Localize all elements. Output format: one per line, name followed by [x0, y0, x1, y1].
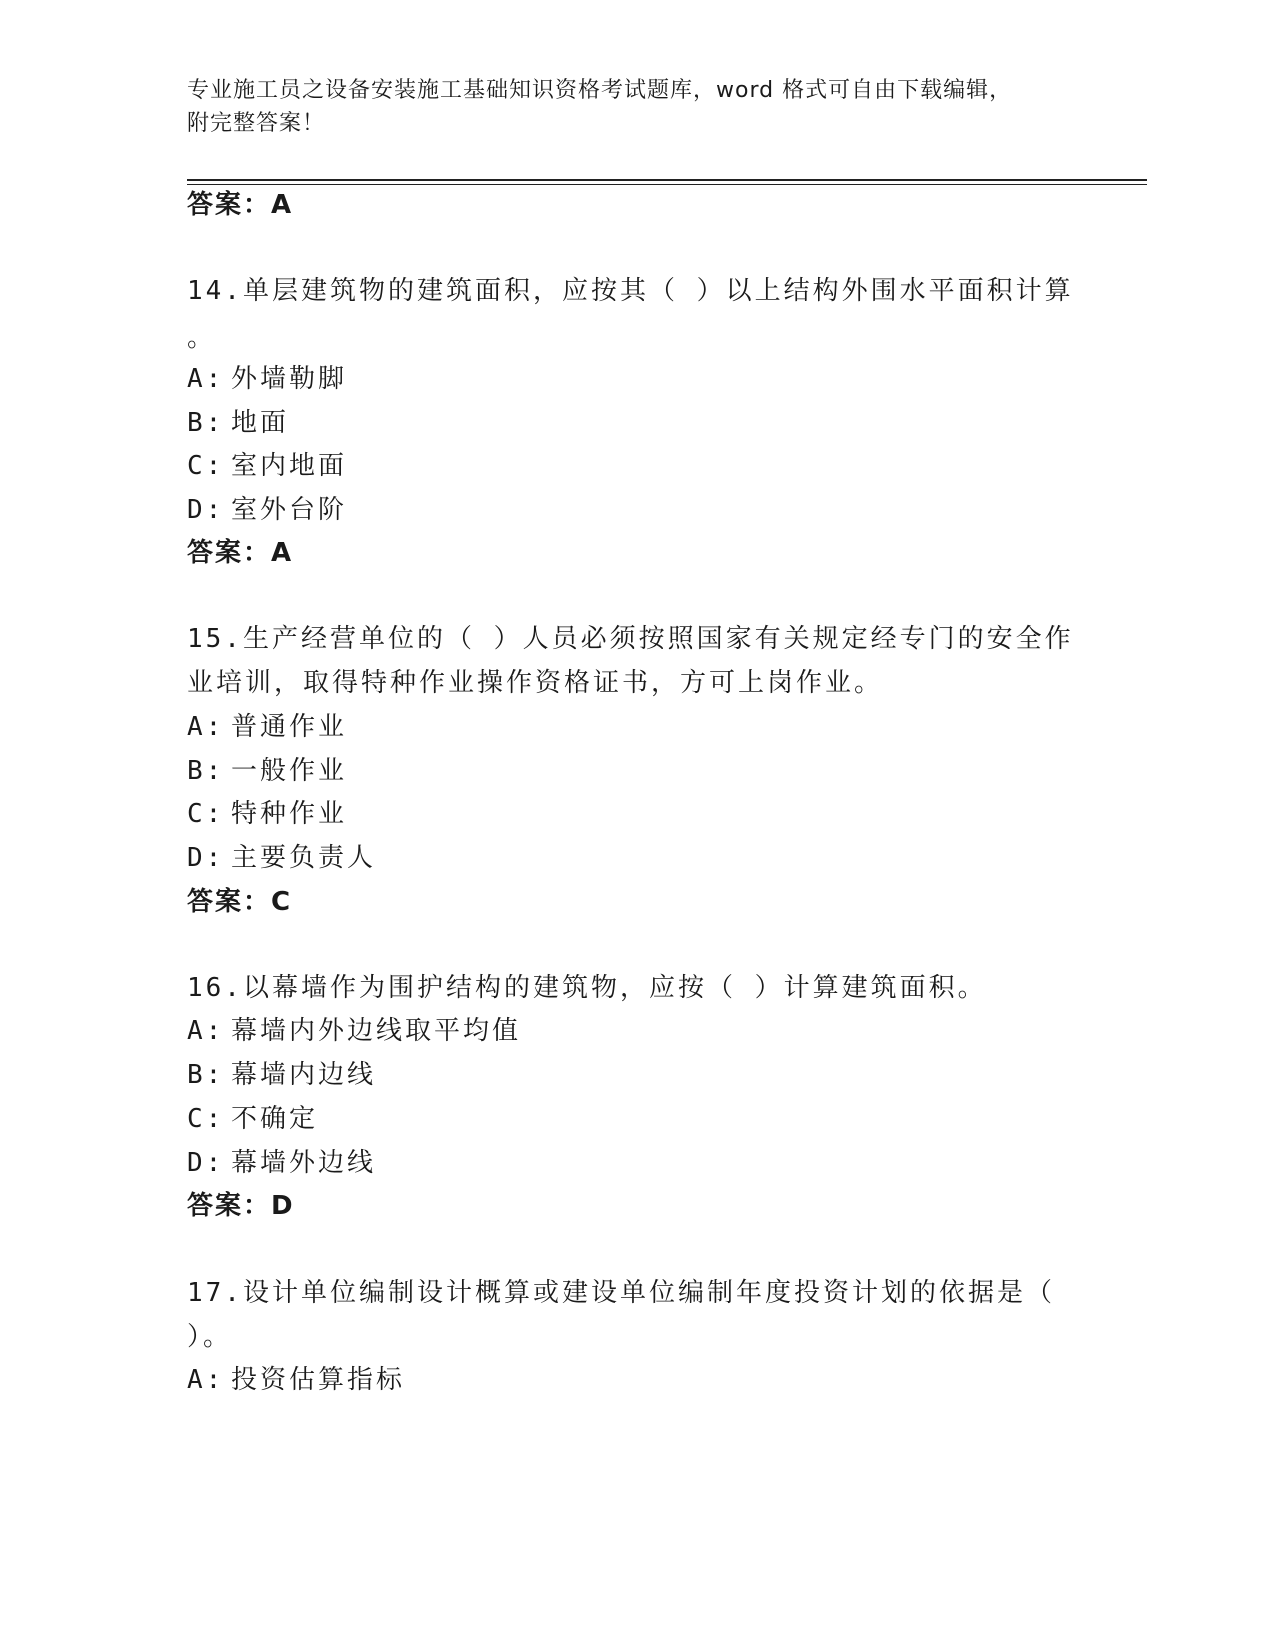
option-text: 室外台阶 [231, 495, 348, 525]
header-line-2: 附完整答案！ [187, 111, 326, 136]
question-17-option-a [187, 1363, 405, 1397]
option-text: 幕墙内边线 [231, 1060, 377, 1090]
question-16-option-c [187, 1102, 318, 1136]
option-letter: B: [187, 756, 225, 786]
option-text: 普通作业 [231, 712, 348, 742]
option-text: 特种作业 [231, 799, 348, 829]
option-letter: A: [187, 1016, 225, 1046]
header-line-1: 专业施工员之设备安装施工基础知识资格考试题库，word 格式可自由下载编辑， [187, 78, 1013, 103]
option-letter: A: [187, 1365, 225, 1395]
answer-15: 答案：C [187, 887, 293, 917]
option-text: 地面 [231, 408, 290, 438]
option-text: 外墙勒脚 [231, 364, 348, 394]
answer-13: 答案：A [187, 190, 294, 220]
question-15-option-d [187, 841, 376, 875]
option-letter: D: [187, 1148, 225, 1178]
option-text: 幕墙外边线 [231, 1148, 377, 1178]
option-letter: B: [187, 1060, 225, 1090]
option-letter: D: [187, 843, 225, 873]
document-header [187, 74, 1087, 140]
answer-16: 答案：D [187, 1191, 295, 1221]
question-17-line-2: ）。 [187, 1322, 233, 1352]
option-text: 幕墙内外边线取平均值 [231, 1016, 522, 1046]
question-16-option-a [187, 1014, 521, 1048]
question-14-option-d [187, 493, 347, 527]
question-17-line-1: 17.设计单位编制设计概算或建设单位编制年度投资计划的依据是（ [187, 1278, 1055, 1308]
option-letter: A: [187, 712, 225, 742]
question-16-line-1: 16.以幕墙作为围护结构的建筑物，应按（ ）计算建筑面积。 [187, 973, 987, 1003]
question-16-option-b [187, 1058, 376, 1092]
option-text: 投资估算指标 [231, 1365, 406, 1395]
header-divider-thin [187, 184, 1147, 185]
question-14-option-b [187, 406, 289, 440]
question-14-line-1: 14.单层建筑物的建筑面积，应按其（ ）以上结构外围水平面积计算 [187, 276, 1074, 306]
option-text: 不确定 [231, 1104, 319, 1134]
option-letter: B: [187, 408, 225, 438]
question-15-option-c [187, 797, 347, 831]
question-15-line-2: 业培训，取得特种作业操作资格证书，方可上岗作业。 [187, 668, 884, 698]
question-15-option-b [187, 754, 347, 788]
question-14-option-c [187, 449, 347, 483]
option-letter: A: [187, 364, 225, 394]
question-15-option-a [187, 710, 347, 744]
option-letter: D: [187, 495, 225, 525]
question-16-option-d [187, 1146, 376, 1180]
option-text: 主要负责人 [231, 843, 377, 873]
option-letter: C: [187, 799, 225, 829]
option-letter: C: [187, 1104, 225, 1134]
header-divider-thick [187, 179, 1147, 181]
option-text: 室内地面 [231, 451, 348, 481]
option-text: 一般作业 [231, 756, 348, 786]
question-14-option-a [187, 362, 347, 396]
question-15-line-1: 15.生产经营单位的（ ）人员必须按照国家有关规定经专门的安全作 [187, 624, 1074, 654]
option-letter: C: [187, 451, 225, 481]
question-14-line-2: 。 [187, 323, 217, 353]
answer-14: 答案：A [187, 538, 294, 568]
document-page [187, 0, 1147, 1650]
